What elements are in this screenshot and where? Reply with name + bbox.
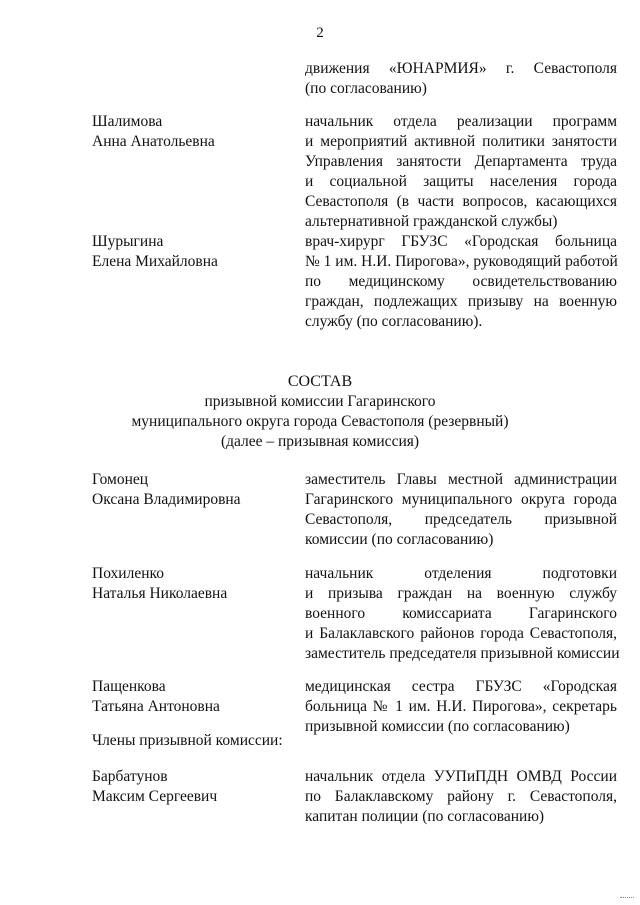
position-line: начальник отдела УУПиПДН ОМВД России	[305, 768, 617, 785]
position-line: больница № 1 им. Н.И. Пирогова», секретарь	[305, 698, 617, 715]
member-position	[305, 112, 617, 232]
position-line: начальник отдела реализации программ	[305, 113, 617, 130]
member-name	[92, 470, 292, 510]
heading-title: СОСТАВ	[287, 373, 353, 390]
position-line: службу (по согласованию).	[305, 313, 483, 330]
surname: Барбатунов	[92, 768, 168, 785]
position-line: № 1 им. Н.И. Пирогова», руководящий работой	[305, 253, 618, 270]
continuation-line: (по согласованию)	[305, 80, 427, 97]
member-name	[92, 767, 292, 807]
given-names: Елена Михайловна	[92, 253, 218, 270]
surname: Похиленко	[92, 565, 165, 582]
member-name	[92, 232, 292, 272]
position-line: начальник отделения подготовки	[305, 565, 617, 582]
member-position	[305, 470, 617, 550]
members-label: Члены призывной комиссии:	[92, 732, 283, 749]
section-heading	[0, 372, 640, 452]
surname: Гомонец	[92, 471, 149, 488]
position-line: Севастополя, председатель призывной	[305, 511, 617, 528]
heading-line: (далее – призывная комиссия)	[220, 433, 420, 450]
continuation-text	[305, 59, 617, 99]
position-line: Гагаринского муниципального округа города	[305, 491, 617, 508]
member-name	[92, 677, 292, 717]
member-name	[92, 112, 292, 152]
position-line: и социальной защиты населения города	[305, 173, 617, 190]
scan-artifact	[620, 897, 634, 901]
position-line: капитан полиции (по согласованию)	[305, 808, 545, 825]
member-name	[92, 564, 292, 604]
position-line: по медицинскому освидетельствованию	[305, 273, 617, 290]
member-position	[305, 677, 617, 737]
position-line: Севастополя (в части вопросов, касающихся	[305, 193, 617, 210]
page-number: 2	[316, 25, 324, 41]
position-line: призывной комиссии (по согласованию)	[305, 718, 570, 735]
given-names: Максим Сергеевич	[92, 788, 218, 805]
member-position	[305, 564, 620, 664]
surname: Шурыгина	[92, 233, 164, 250]
member-position	[305, 232, 617, 332]
position-line: комиссии (по согласованию)	[305, 531, 494, 548]
position-line: военного комиссариата Гагаринского	[305, 605, 617, 622]
position-line: и мероприятий активной политики занятости	[305, 133, 617, 150]
position-line: заместитель Главы местной администрации	[305, 471, 617, 488]
position-line: медицинская сестра ГБУЗС «Городская	[305, 678, 617, 695]
position-line: Управления занятости Департамента труда	[305, 153, 617, 170]
surname: Пащенкова	[92, 678, 166, 695]
continuation-line: движения «ЮНАРМИЯ» г. Севастополя	[305, 60, 617, 77]
position-line: и Балаклавского районов города Севастополя,	[305, 625, 617, 642]
position-line: заместитель председателя призывной комиссии	[305, 645, 620, 662]
surname: Шалимова	[92, 113, 163, 130]
given-names: Оксана Владимировна	[92, 491, 241, 508]
member-position	[305, 767, 617, 827]
position-line: и призыва граждан на военную службу	[305, 585, 617, 602]
given-names: Наталья Николаевна	[92, 585, 228, 602]
position-line: врач-хирург ГБУЗС «Городская больница	[305, 233, 617, 250]
position-line: граждан, подлежащих призыву на военную	[305, 293, 617, 310]
given-names: Анна Анатольевна	[92, 133, 215, 150]
position-line: альтернативной гражданской службы)	[305, 213, 558, 230]
given-names: Татьяна Антоновна	[92, 698, 220, 715]
heading-line: муниципального округа города Севастополя (резервный)	[131, 413, 509, 430]
heading-line: призывной комиссии Гагаринского	[204, 393, 436, 410]
position-line: по Балаклавскому району г. Севастополя,	[305, 788, 617, 805]
